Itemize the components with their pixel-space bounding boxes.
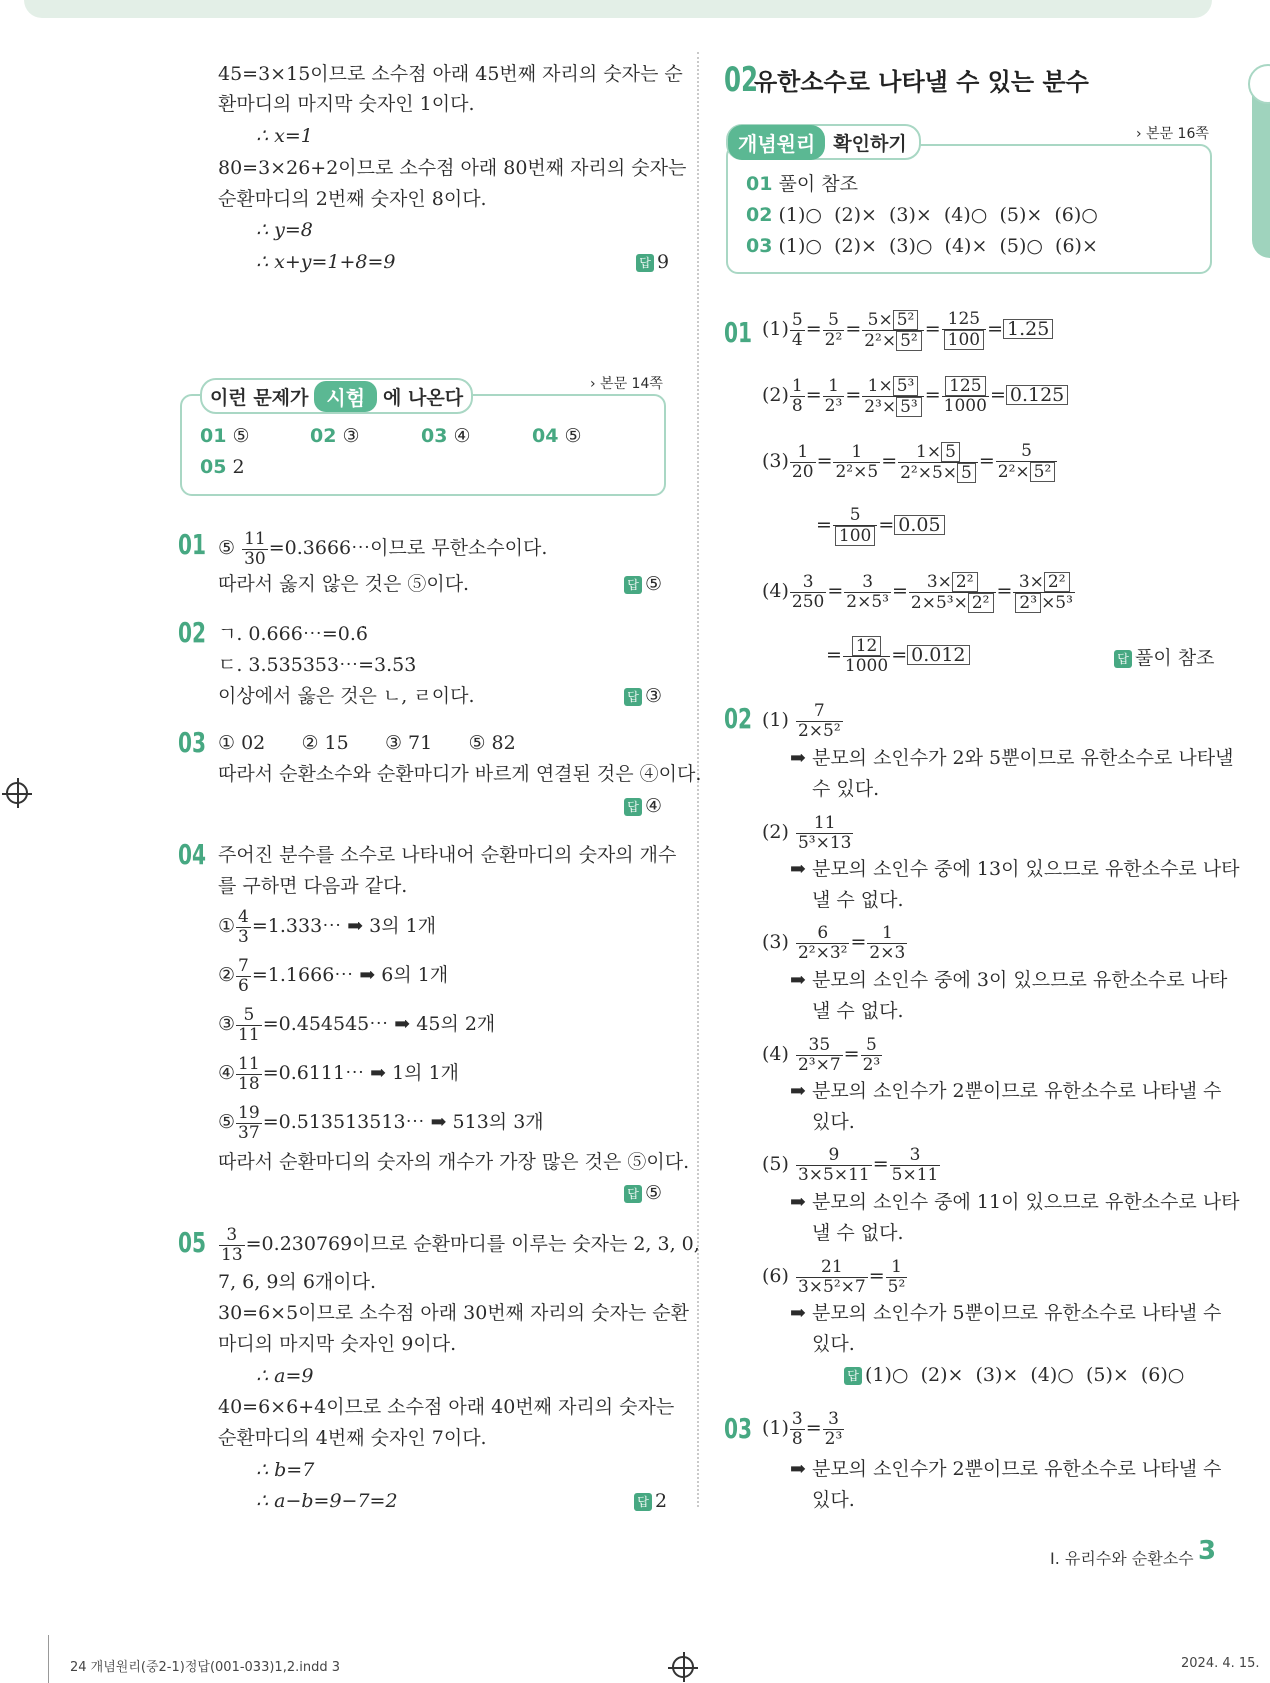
- exam-item: 03 ④: [421, 425, 471, 447]
- text-line: ∴ a−b=9−7=2: [256, 1490, 398, 1512]
- r02-explain: ➡ 분모의 소인수 중에 11이 있으므로 유한소수로 나타: [790, 1191, 1240, 1213]
- text-line: 45=3×15이므로 소수점 아래 45번째 자리의 숫자는 순: [218, 63, 683, 85]
- answer-icon: 답: [1114, 650, 1132, 668]
- text-line: 순환마디의 4번째 숫자인 7이다.: [218, 1427, 487, 1449]
- print-date: 2024. 4. 15.: [1181, 1656, 1260, 1671]
- r02-explain: ➡ 분모의 소인수 중에 3이 있으므로 유한소수로 나타: [790, 969, 1228, 991]
- q04-item: ⑤ $\frac{19}{37}$ =0.513513513⋯ ➡ 513의 3개: [218, 1102, 544, 1143]
- concept-ref: › 본문 16쪽: [1136, 126, 1209, 142]
- top-band: [24, 0, 1212, 18]
- concept-item: 03 (1)○ (2)× (3)○ (4)× (5)○ (6)×: [746, 235, 1098, 257]
- page-number: 3: [1198, 1536, 1217, 1566]
- text-line: 따라서 옳지 않은 것은 ⑤이다.: [218, 573, 470, 595]
- exam-title-post: 에 나온다: [383, 386, 464, 409]
- problem-number: 01: [178, 528, 207, 561]
- r03-explain: ➡ 분모의 소인수가 2뿐이므로 유한소수로 나타낼 수: [790, 1458, 1222, 1480]
- answer: 답 ③: [624, 685, 662, 707]
- answer: 답 ⑤: [624, 1182, 662, 1204]
- r01-part3b: = $\frac{5}{100}$ = 0.05: [816, 500, 945, 550]
- q04-item: ④ $\frac{11}{18}$ =0.6111⋯ ➡ 1의 1개: [218, 1053, 460, 1094]
- r02-explain: 수 있다.: [812, 778, 880, 800]
- registration-mark-icon: [6, 782, 28, 804]
- concept-item: 01 풀이 참조: [746, 173, 858, 195]
- concept-title: 확인하기: [833, 132, 907, 155]
- exam-item: 05 2: [200, 456, 245, 478]
- q04-item: ① $\frac{4}{3}$ =1.333⋯ ➡ 3의 1개: [218, 906, 437, 947]
- exam-box-header: [200, 378, 473, 414]
- problem-number: 04: [178, 838, 207, 871]
- text-line: ∴ y=8: [256, 219, 313, 241]
- q05-line1: $\frac{3}{13}$ =0.2̇30769̇이므로 순환마디를 이루는 숫자는 2, 3, 0,: [221, 1224, 700, 1265]
- r01-part3: (3) $\frac{1}{20}$ = $\frac{1}{\text{2²×5}}$ = $\frac{1\times 5}{\text{2²×5× 5}}$ = $\frac{5}{\text{2²× 5²}}$: [762, 436, 1058, 486]
- answer-icon: 답: [624, 688, 642, 706]
- chapter-label: I. 유리수와 순환소수: [1050, 1549, 1194, 1568]
- answer-icon: 답: [624, 576, 642, 594]
- problem-number: 03: [178, 726, 207, 759]
- r02-explain: ➡ 분모의 소인수가 5뿐이므로 유한소수로 나타낼 수: [790, 1302, 1222, 1324]
- section-number: 02: [724, 60, 759, 100]
- r02-explain: 낼 수 없다.: [812, 889, 904, 911]
- r02-item: (4) $\frac{35}{\text{2³×7}}$ = $\frac{5}{\text{2³}}$: [762, 1034, 881, 1075]
- r03-explain: 있다.: [812, 1489, 855, 1511]
- answer-icon: 답: [624, 1185, 642, 1203]
- r02-explain: ➡ 분모의 소인수가 2뿐이므로 유한소수로 나타낼 수: [790, 1080, 1222, 1102]
- problem-number: 03: [724, 1412, 753, 1445]
- text-line: ∴ b=7: [256, 1459, 315, 1481]
- concept-header: [726, 124, 921, 160]
- section-title: 유한소수로 나타낼 수 있는 분수: [754, 68, 1089, 96]
- footer-rule: [48, 1635, 49, 1683]
- answer: 답 ⑤: [624, 573, 662, 595]
- r02-explain: ➡ 분모의 소인수가 2와 5뿐이므로 유한소수로 나타낼: [790, 747, 1234, 769]
- r02-item: (6) $\frac{21}{\text{3×5²×7}}$ = $\frac{1}{\text{5²}}$: [762, 1256, 906, 1297]
- exam-ref: › 본문 14쪽: [590, 376, 663, 392]
- text-line: 30=6×5이므로 소수점 아래 30번째 자리의 숫자는 순환: [218, 1302, 689, 1324]
- problem-number: 01: [724, 316, 753, 349]
- answer-icon: 답: [844, 1367, 862, 1385]
- text-line: 이상에서 옳은 것은 ㄴ, ㄹ이다.: [218, 685, 475, 707]
- r02-explain: 있다.: [812, 1111, 855, 1133]
- registration-mark-icon: [672, 1656, 694, 1678]
- r02-explain: ➡ 분모의 소인수 중에 13이 있으므로 유한소수로 나타: [790, 858, 1240, 880]
- text-line: ㄱ. 0.666⋯=0.6̇: [218, 623, 368, 645]
- r01-part2: (2) $\frac{1}{8}$ = $\frac{1}{\text{2³}}$ = $\frac{\text{1× 5³}}{\text{2³× 5³}}$ = $\frac{125}{1000}$ = 0.125: [762, 370, 1068, 420]
- r02-explain: 있다.: [812, 1333, 855, 1355]
- file-info: 24 개념원리(중2-1)정답(001-033)1,2.indd 3: [70, 1660, 340, 1675]
- text-line: ∴ x+y=1+8=9: [256, 251, 396, 273]
- answer: 답 (1)○ (2)× (3)× (4)○ (5)× (6)○: [844, 1364, 1184, 1386]
- r01-part4: (4) $\frac{3}{250}$ = $\frac{3}{\text{2×5³}}$ = $\frac{\text{3× 2²}}{\text{2×5³× 2²}}$ = $\frac{\text{3× 2²}}{\text{2³ ×5³}}$: [762, 571, 1073, 613]
- r01-part1: (1) $\frac{5}{4}$ = $\frac{5}{\text{2²}}$ = $\frac{\text{5× 5²}}{\text{2²× 5²}}$ = $\frac{125}{100}$ = 1.25: [762, 304, 1053, 354]
- answer: 답 ④: [624, 795, 662, 817]
- problem-number: 02: [178, 616, 207, 649]
- answer-icon: 답: [624, 798, 642, 816]
- exam-item: 04 ⑤: [532, 425, 582, 447]
- exam-title-pre: 이런 문제가: [210, 386, 309, 409]
- r03-item: (1) $\frac{3}{8}$ = $\frac{3}{\text{2³}}$: [762, 1408, 843, 1449]
- text-line: ∴ x=1: [256, 125, 313, 147]
- r01-part4b: = $\frac{12}{1000}$ = 0.012: [826, 630, 970, 680]
- text-line: 40=6×6+4이므로 소수점 아래 40번째 자리의 숫자는: [218, 1396, 675, 1418]
- concept-pill: 개념원리: [728, 125, 825, 160]
- text-line: 80=3×26+2이므로 소수점 아래 80번째 자리의 숫자는: [218, 157, 687, 179]
- text-line: 따라서 순환마디의 숫자의 개수가 가장 많은 것은 ⑤이다.: [218, 1151, 690, 1173]
- answer: 답 9: [636, 251, 669, 273]
- problem-number: 02: [724, 702, 753, 735]
- text-line: 를 구하면 다음과 같다.: [218, 875, 408, 897]
- text-line: ㄷ. 3.535353⋯=3.5̇3̇: [218, 654, 417, 676]
- problem-number: 05: [178, 1226, 207, 1259]
- r02-item: (3) $\frac{6}{\text{2²×3²}}$ = $\frac{1}{2\times 3}$: [762, 922, 906, 963]
- text-line: 따라서 순환소수와 순환마디가 바르게 연결된 것은 ④이다.: [218, 763, 702, 785]
- answer-icon: 답: [636, 254, 654, 272]
- answer: 답 풀이 참조: [1114, 643, 1214, 670]
- text-line: 환마디의 마지막 숫자인 1이다.: [218, 93, 475, 115]
- r02-item: (2) $\frac{11}{\text{5³×13}}$: [762, 812, 852, 853]
- text-line: 마디의 마지막 숫자인 9이다.: [218, 1333, 457, 1355]
- q04-item: ② $\frac{7}{6}$ =1.1666⋯ ➡ 6의 1개: [218, 955, 449, 996]
- exam-title-pill: 시험: [314, 381, 377, 412]
- exam-item: 01 ⑤: [200, 425, 250, 447]
- text-line: 7, 6, 9의 6개이다.: [218, 1271, 377, 1293]
- r02-item: (5) $\frac{9}{3\times 5\times 11}$ = $\frac{3}{5\times 11}$: [762, 1144, 939, 1185]
- answer-icon: 답: [634, 1493, 652, 1511]
- text-line: ① 02 ② 15 ③ 71 ⑤ 82: [218, 732, 516, 754]
- r02-explain: 낼 수 없다.: [812, 1222, 904, 1244]
- concept-item: 02 (1)○ (2)× (3)× (4)○ (5)× (6)○: [746, 204, 1098, 226]
- exam-item: 02 ③: [310, 425, 360, 447]
- q04-item: ③ $\frac{5}{11}$ =0.454545⋯ ➡ 45의 2개: [218, 1004, 496, 1045]
- text-line: 주어진 분수를 소수로 나타내어 순환마디의 숫자의 개수: [218, 844, 677, 866]
- answer: 답 2: [634, 1490, 667, 1512]
- r02-item: (1) $\frac{7}{\text{2×5²}}$: [762, 700, 841, 741]
- text-line: ∴ a=9: [256, 1365, 314, 1387]
- q01-line1: ⑤ $\frac{11}{30}$ =0.3666⋯이므로 무한소수이다.: [218, 528, 548, 569]
- r02-explain: 낼 수 없다.: [812, 1000, 904, 1022]
- text-line: 순환마디의 2번째 숫자인 8이다.: [218, 188, 487, 210]
